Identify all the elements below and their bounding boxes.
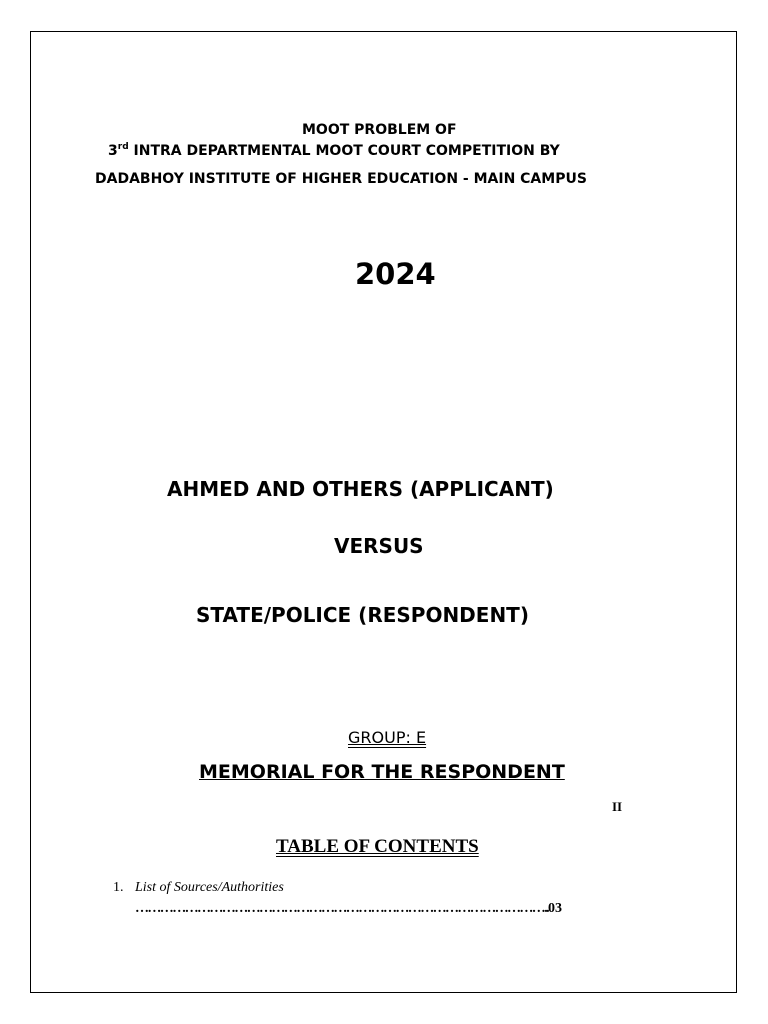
- toc-item-leader: [135, 901, 680, 917]
- year: 2024: [355, 257, 436, 291]
- group-label: GROUP: E: [348, 728, 427, 747]
- toc-item-label: List of Sources/Authorities: [135, 880, 284, 895]
- moot-problem-heading: MOOT PROBLEM OF: [302, 122, 457, 138]
- memorial-title: MEMORIAL FOR THE RESPONDENT: [199, 761, 565, 783]
- page-number: II: [612, 799, 623, 814]
- institute-heading: DADABHOY INSTITUTE OF HIGHER EDUCATION - MAIN CAMPUS: [95, 171, 587, 187]
- toc-title: TABLE OF CONTENTS: [276, 836, 479, 857]
- respondent-party: STATE/POLICE (RESPONDENT): [196, 603, 529, 627]
- competition-heading: [108, 142, 560, 159]
- versus-label: VERSUS: [334, 534, 424, 558]
- applicant-party: AHMED AND OTHERS (APPLICANT): [167, 477, 554, 501]
- competition-ordinal: 3: [108, 143, 118, 159]
- competition-heading-text: INTRA DEPARTMENTAL MOOT COURT COMPETITION BY: [128, 143, 560, 159]
- toc-item-dots: ………………………………………………………………………………………..: [135, 901, 549, 916]
- competition-ordinal-suffix: rd: [117, 142, 129, 152]
- toc-item-page: 03: [548, 901, 563, 916]
- toc-item-number: 1.: [113, 880, 124, 895]
